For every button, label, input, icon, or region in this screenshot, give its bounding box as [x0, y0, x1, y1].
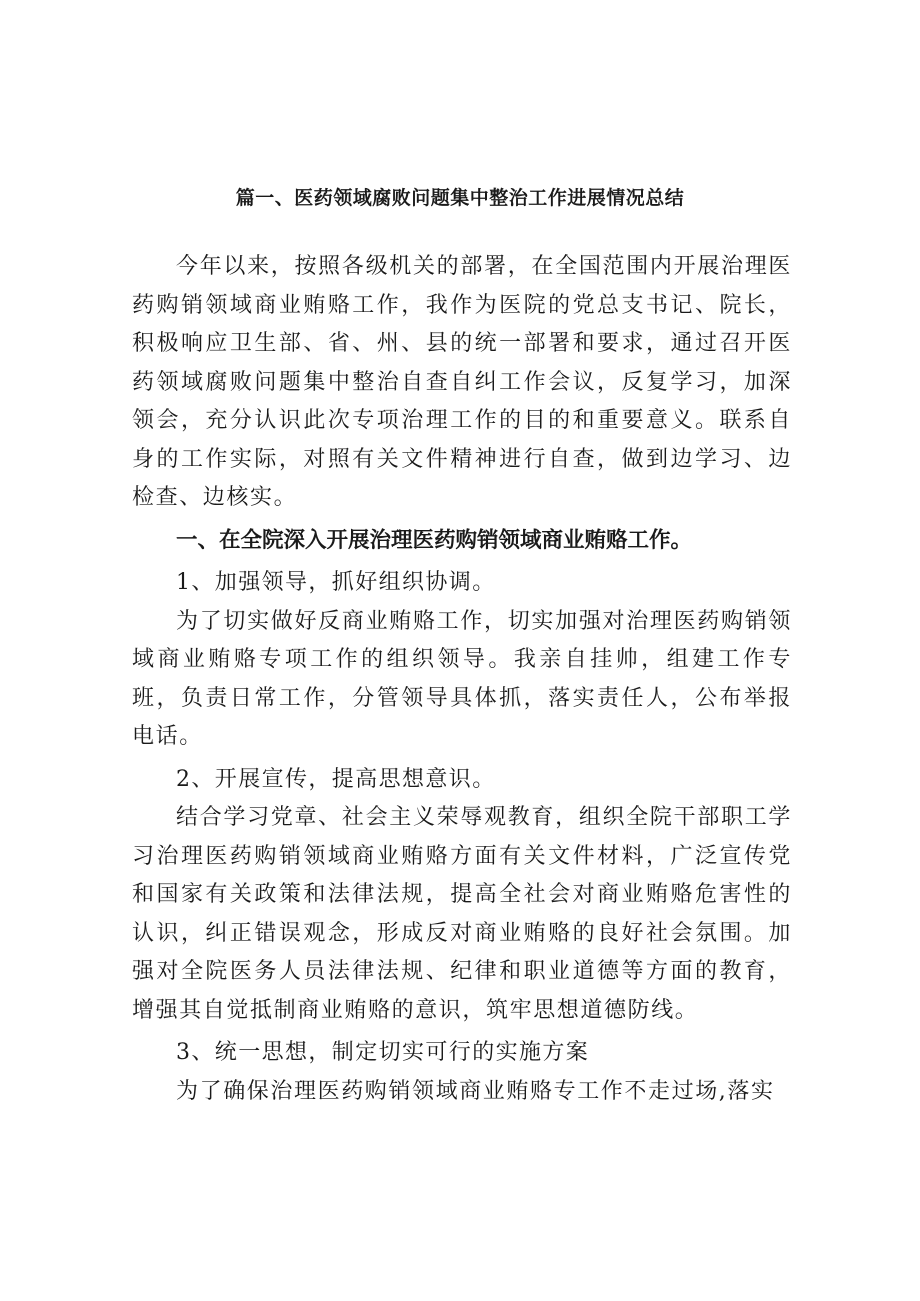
item-1-title: 1、加强领导，抓好组织协调。 [176, 570, 496, 595]
document-title: 篇一、医药领域腐败问题集中整治工作进展情况总结 [235, 187, 685, 209]
document-body [132, 248, 792, 1111]
item-2-text: 结合学习党章、社会主义荣辱观教育，组织全院干部职工学习治理医药购销领域商业贿赂方面有关文件材料，广泛宣传党和国家有关政策和法律法规，提高全社会对商业贿赂危害性的认识，纠正错误观念，形成反对商业贿赂的良好社会氛围。加强对全院医务人员法律法规、纪律和职业道德等方面的教育，增强其自觉抵制商业贿赂的意识，筑牢思想道德防线。 [132, 805, 792, 1023]
item-2-title: 2、开展宣传，提高思想意识。 [176, 766, 496, 792]
section-heading: 一、在全院深入开展治理医药购销领域商业贿赂工作。 [176, 527, 693, 553]
item-3-text: 为了确保治理医药购销领域商业贿赂专工作不走过场,落实 [176, 1078, 775, 1104]
item-3-title: 3、统一思想，制定切实可行的实施方案 [176, 1040, 590, 1065]
item-1-text: 为了切实做好反商业贿赂工作，切实加强对治理医药购销领域商业贿赂专项工作的组织领导。我亲自挂帅，组建工作专班，负责日常工作，分管领导具体抓，落实责任人，公布举报电话。 [132, 608, 792, 749]
intro-paragraph: 今年以来，按照各级机关的部署，在全国范围内开展治理医药购销领域商业贿赂工作，我作为医院的党总支书记、院长，积极响应卫生部、省、州、县的统一部署和要求，通过召开医药领域腐败问题集中整治自查自纠工作会议，反复学习，加深领会，充分认识此次专项治理工作的目的和重要意义。联系自身的工作实际，对照有关文件精神进行自查，做到边学习、边检查、边核实。 [132, 254, 792, 510]
